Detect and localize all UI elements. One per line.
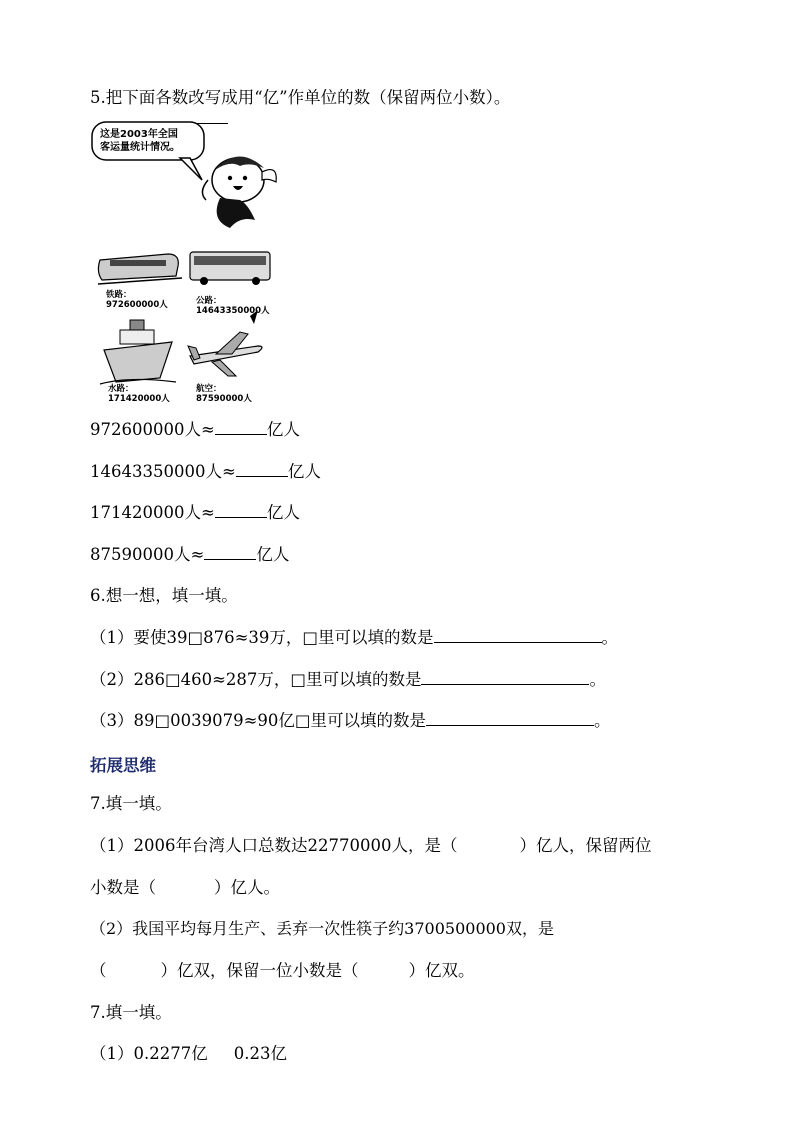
section-heading: 拓展思维: [90, 756, 156, 775]
q7-part2-line1: （2）我国平均每月生产、丢弃一次性筷子约3700500000双，是: [90, 919, 554, 938]
answer-blank[interactable]: [421, 670, 589, 685]
q5-title: 5.把下面各数改写成用“亿”作单位的数（保留两位小数）。: [90, 88, 511, 107]
q7-part1-text-c: 小数是（: [90, 878, 156, 897]
rail-value: 972600000人: [106, 300, 168, 310]
conversion-left: 14643350000人≈: [90, 462, 236, 481]
q6-item: [90, 628, 618, 648]
answer-blank[interactable]: [434, 628, 602, 643]
q7-part1-text-b: ）亿人，保留两位: [519, 836, 652, 855]
speech-bubble-text: [100, 128, 180, 154]
answer-row: [90, 1044, 287, 1064]
air-label: 航空：: [196, 384, 222, 394]
rail-caption: [106, 290, 168, 310]
water-value: 171420000人: [108, 394, 170, 404]
air-value: 87590000人: [196, 394, 252, 404]
air-caption: [196, 384, 252, 404]
answers-title: 7.填一填。: [90, 1003, 172, 1022]
train-icon: [98, 254, 182, 284]
conversion-row: [90, 503, 300, 523]
q6-item: [90, 670, 606, 690]
q6-item: [90, 711, 610, 731]
q7-part1-text-a: （1）2006年台湾人口总数达22770000人，是（: [90, 836, 458, 855]
q6-end-mark: 。: [601, 628, 618, 647]
water-label: 水路：: [108, 384, 134, 394]
answer-value-1: 0.2277亿: [133, 1044, 208, 1063]
figure-illustration: [90, 120, 280, 410]
q7-part2-text-b: ）亿双，保留一位小数是（: [160, 961, 359, 980]
transport-figure: [90, 120, 280, 410]
q7-part2-text-c: ）亿双。: [408, 961, 475, 980]
answer-blank[interactable]: [215, 420, 267, 435]
conversion-unit: 亿人: [266, 503, 300, 522]
answer-value-2: 0.23亿: [233, 1044, 287, 1063]
road-label: 公路：: [196, 296, 222, 306]
speech-line-1: 这是2003年全国: [100, 129, 178, 140]
q6-item-text: （3）89□0039079≈90亿□里可以填的数是: [90, 711, 426, 730]
q6-end-mark: 。: [593, 711, 611, 730]
q7-part1-text-d: ）亿人。: [214, 878, 280, 897]
q6-end-mark: 。: [589, 670, 606, 689]
speech-line-2: 客运量统计情况。: [100, 142, 180, 153]
q7-part1-line2: [90, 878, 280, 898]
conversion-left: 87590000人≈: [90, 545, 205, 564]
road-value: 14643350000人: [196, 306, 270, 316]
conversion-unit: 亿人: [266, 420, 300, 439]
bird-mascot-icon: [202, 156, 276, 228]
answer-blank[interactable]: [426, 711, 594, 726]
answer-blank[interactable]: [204, 545, 256, 560]
water-caption: [108, 384, 170, 404]
road-caption: [196, 296, 270, 316]
q7-title: 7.填一填。: [90, 794, 172, 813]
q6-item-text: （2）286□460≈287万，□里可以填的数是: [90, 670, 422, 689]
airplane-icon: [188, 310, 262, 376]
answer-prefix: （1）: [90, 1044, 134, 1063]
q7-part1-line1: [90, 836, 651, 856]
q7-part2-text-a: （: [90, 961, 107, 980]
q7-part2-line2: [90, 961, 475, 981]
answer-blank[interactable]: [236, 462, 288, 477]
bus-icon: [190, 252, 270, 285]
rail-label: 铁路：: [106, 290, 132, 300]
q6-title: 6.想一想，填一填。: [90, 586, 238, 605]
conversion-row: [90, 420, 300, 440]
answer-blank[interactable]: [215, 503, 267, 518]
conversion-left: 171420000人≈: [90, 503, 215, 522]
conversion-row: [90, 462, 321, 482]
q6-item-text: （1）要使39□876≈39万，□里可以填的数是: [90, 628, 434, 647]
conversion-unit: 亿人: [256, 545, 290, 564]
conversion-unit: 亿人: [287, 462, 321, 481]
conversion-row: [90, 545, 289, 565]
conversion-left: 972600000人≈: [90, 420, 215, 439]
ship-icon: [100, 320, 176, 384]
